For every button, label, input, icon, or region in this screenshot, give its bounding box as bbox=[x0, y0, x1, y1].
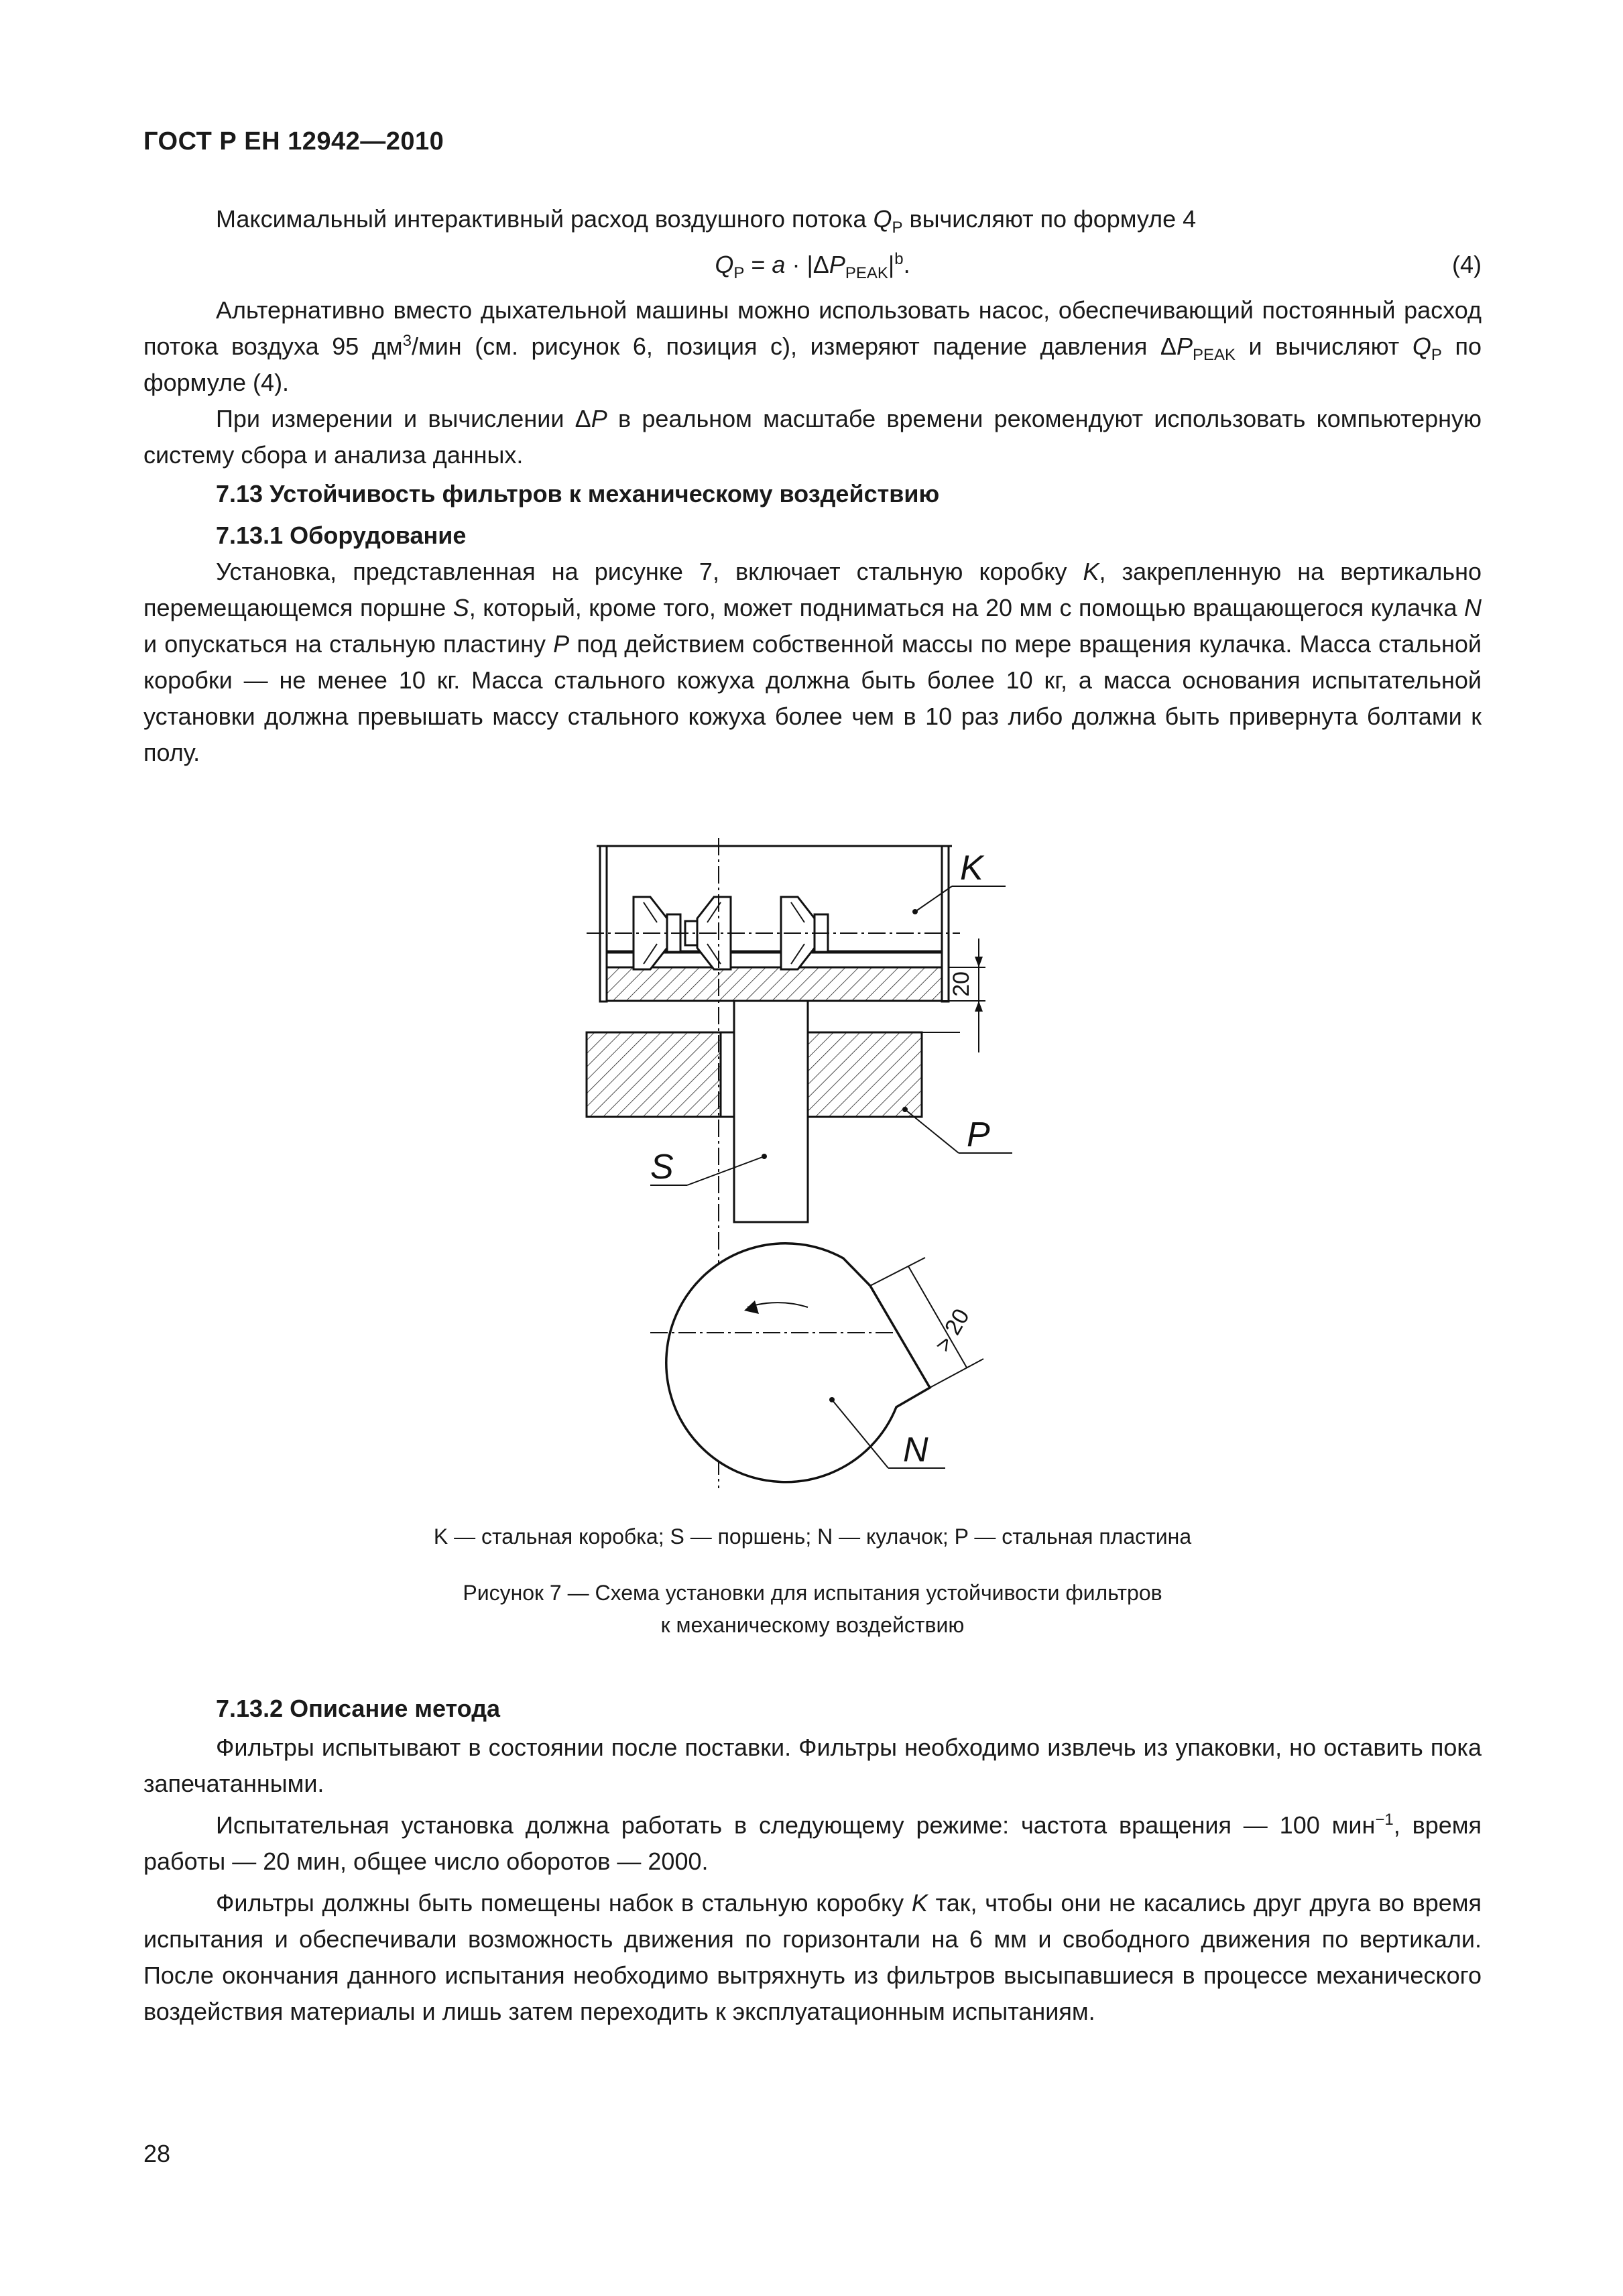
label-s: S bbox=[650, 1148, 674, 1187]
paragraph-method-3: Фильтры должны быть помещены набок в стальную коробку K так, чтобы они не касались друг друга во время испытания и обеспечивали возможность движения по горизонтали на 6 мм и свободного движения по вертикали. После окончания данного испытания необходимо вытряхнуть из фильтров высыпавшиеся в процессе механического воздействия материалы и лишь затем переходить к эксплуатационным испытаниям. bbox=[143, 1889, 1482, 2025]
formula-4 bbox=[143, 247, 1482, 283]
label-p: P bbox=[967, 1115, 990, 1154]
dim-20-vertical-label: 20 bbox=[949, 971, 974, 997]
heading-7-13-1: 7.13.1 Оборудование bbox=[216, 522, 467, 549]
method-block bbox=[143, 1691, 1482, 2030]
formula-expression: $Q_P = a \cdot |\Delta P_{PEAK}|^b$. bbox=[715, 250, 910, 283]
heading-7-13-2: 7.13.2 Описание метода bbox=[216, 1695, 501, 1722]
figure-7-diagram bbox=[550, 838, 1059, 1488]
label-k: K bbox=[960, 849, 983, 888]
label-n: N bbox=[903, 1431, 928, 1469]
figure-legend: K — стальная коробка; S — поршень; N — кулачок; P — стальная пластина bbox=[433, 1524, 1192, 1549]
dim-20-angled-label: > 20 bbox=[930, 1304, 975, 1357]
paragraph-pump-alternative: Альтернативно вместо дыхательной машины можно использовать насос, обеспечивающий постоянный расход потока воздуха 95 $дм^3$/мин (см. рисунок 6, позиция с), измеряют падение давления $\Delta P_{PEAK}$ и вычисляют $Q_P$ по формуле (4). bbox=[143, 296, 1482, 396]
cam-n bbox=[650, 1244, 930, 1482]
paragraph-method-1: Фильтры испытывают в состоянии после поставки. Фильтры необходимо извлечь из упаковки, но оставить пока запечатанными. bbox=[143, 1734, 1482, 1797]
piston-s bbox=[734, 1001, 808, 1222]
caption-line-1: Рисунок 7 — Схема установки для испытания устойчивости фильтров bbox=[463, 1581, 1162, 1605]
paragraph-qp-intro: Максимальный интерактивный расход воздушного потока $Q_P$ вычисляют по формуле 4 bbox=[216, 205, 1197, 237]
paragraph-method-2: Испытательная установка должна работать в следующему режиме: частота вращения — 100 мин$^{-1}$, время работы — 20 мин, общее число оборотов — 2000. bbox=[143, 1811, 1482, 1875]
callout-k bbox=[912, 849, 1006, 914]
heading-7-13: 7.13 Устойчивость фильтров к механическому воздействию bbox=[216, 480, 940, 507]
intro-block bbox=[143, 201, 1482, 771]
page-number: 28 bbox=[143, 2140, 171, 2167]
paragraph-realtime: При измерении и вычислении ΔP в реальном масштабе времени рекомендуют использовать компьютерную систему сбора и анализа данных. bbox=[143, 405, 1482, 469]
figure-caption bbox=[143, 1577, 1482, 1641]
formula-number: (4) bbox=[1452, 251, 1482, 278]
paragraph-equipment: Установка, представленная на рисунке 7, включает стальную коробку K, закрепленную на вертикально перемещающемся поршне S, который, кроме того, может подниматься на 20 мм с помощью вращающегося кулачка N и опускаться на стальную пластину P под действием собственной массы по мере вращения кулачка. Масса стальной коробки — не менее 10 кг. Масса стального кожуха должна быть более 10 кг, а масса основания испытательной установки должна превышать массу стального кожуха более чем в 10 раз либо должна быть привернута болтами к полу. bbox=[143, 558, 1482, 766]
standard-header: ГОСТ Р ЕН 12942—2010 bbox=[143, 127, 444, 156]
caption-line-2: к механическому воздействию bbox=[660, 1613, 965, 1637]
